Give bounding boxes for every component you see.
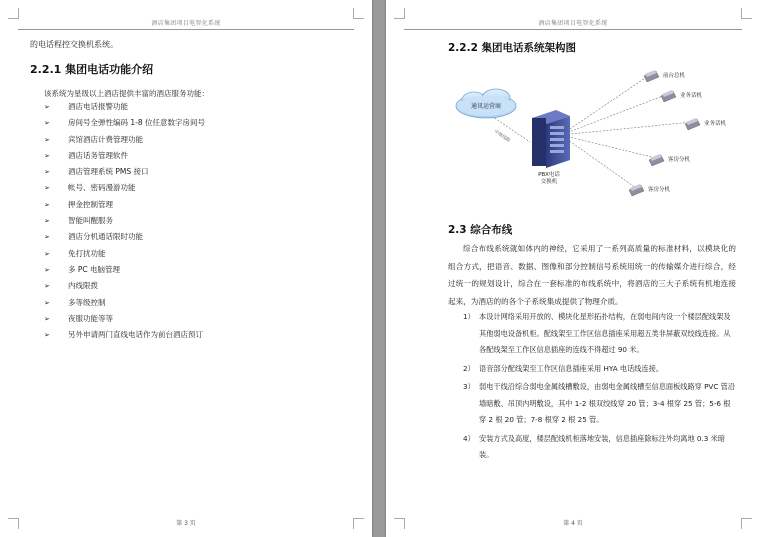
item-text: 弱电干线沿综合弱电金属线槽敷设，由弱电金属线槽至信息面板线路穿 PVC 管沿墙暗敷、吊顶内明敷设，其中 1-2 根双绞线穿 20 管；3-4 根穿 25 管；5-6 根穿 2 根 20 管；7-8 根穿 2 根 25 管。 bbox=[479, 382, 736, 424]
intro-text: 的电话程控交换机系统。 bbox=[30, 40, 118, 49]
cabling-item bbox=[448, 309, 736, 359]
phone-label: 前台总机 bbox=[663, 73, 686, 79]
feature-text: 酒店话务管理软件 bbox=[68, 150, 128, 160]
feature-item bbox=[44, 246, 205, 262]
right-page bbox=[386, 0, 760, 537]
item-number: 3） bbox=[463, 382, 475, 391]
feature-item bbox=[44, 99, 205, 115]
pbx-cabinet bbox=[532, 110, 570, 168]
feature-text: 另外申请两门直线电话作为前台酒店预订 bbox=[68, 330, 203, 340]
carrier-cloud bbox=[456, 89, 516, 118]
cabling-paragraph: 综合布线系统就如体内的神经，它采用了一系列高质量的标准材料，以模块化的组合方式，把语音、数据、图像和部分控制信号系统用统一的传输媒介进行综合，经过统一的规划设计，综合在一套标准的布线系统中，将酒店的三大子系统有机地连接起来，为酒店的的各个子系统集成提供了物理介质。 bbox=[448, 244, 736, 306]
bullet-arrow-icon: ➢ bbox=[44, 298, 50, 307]
pbx-label-2: 交换机 bbox=[540, 179, 558, 185]
page-header: 酒店集团项目电智化系统 bbox=[404, 18, 742, 30]
phone-node bbox=[661, 90, 703, 102]
bullet-arrow-icon: ➢ bbox=[44, 265, 50, 274]
feature-item bbox=[44, 262, 205, 278]
feature-text: 押金控制管理 bbox=[68, 199, 113, 209]
bullet-arrow-icon: ➢ bbox=[44, 184, 50, 193]
lead-text: 该系统为星级以上酒店提供丰富的酒店服务功能： bbox=[44, 89, 209, 98]
page-number: 第 4 页 bbox=[563, 520, 583, 527]
link-lines bbox=[480, 74, 692, 188]
phone-node bbox=[644, 70, 686, 82]
feature-text: 内线限拨 bbox=[68, 281, 98, 291]
cabling-item bbox=[448, 361, 736, 378]
bullet-arrow-icon: ➢ bbox=[44, 119, 50, 128]
feature-list bbox=[44, 99, 205, 343]
phone-label: 业务话机 bbox=[704, 121, 727, 127]
architecture-heading: 2.2.2 集团电话系统架构图 bbox=[448, 42, 577, 54]
feature-text: 酒店分机通话限时功能 bbox=[68, 232, 143, 242]
cabling-heading: 2.3 综合布线 bbox=[448, 224, 513, 236]
feature-text: 酒店电话报警功能 bbox=[68, 102, 128, 111]
feature-text: 帐号、密码漫游功能 bbox=[68, 183, 136, 193]
bullet-arrow-icon: ➢ bbox=[44, 249, 50, 258]
bullet-arrow-icon: ➢ bbox=[44, 217, 50, 226]
feature-item bbox=[44, 132, 205, 148]
cabling-item bbox=[448, 431, 736, 464]
feature-item bbox=[44, 115, 205, 131]
left-page bbox=[0, 0, 372, 537]
cloud-label: 通讯运营商 bbox=[470, 103, 502, 110]
feature-item bbox=[44, 311, 205, 327]
phone-label: 客房分机 bbox=[668, 157, 691, 163]
feature-item bbox=[44, 197, 205, 213]
cabling-list bbox=[448, 309, 736, 466]
bullet-arrow-icon: ➢ bbox=[44, 151, 50, 160]
feature-text: 多 PC 电脑管理 bbox=[68, 264, 121, 274]
phone-label: 客房分机 bbox=[648, 187, 671, 193]
feature-item bbox=[44, 229, 205, 245]
crop-mark bbox=[741, 8, 752, 19]
cabling-item bbox=[448, 379, 736, 429]
item-text: 语音部分配线架至工作区信息插座采用 HYA 电话线连接。 bbox=[479, 363, 664, 373]
feature-item bbox=[44, 164, 205, 180]
bullet-arrow-icon: ➢ bbox=[44, 200, 50, 209]
crop-mark bbox=[353, 8, 364, 19]
bullet-arrow-icon: ➢ bbox=[44, 103, 50, 111]
phone-node bbox=[649, 154, 691, 166]
bullet-arrow-icon: ➢ bbox=[44, 233, 50, 242]
feature-item bbox=[44, 327, 205, 343]
phone-node bbox=[685, 118, 727, 130]
architecture-diagram bbox=[446, 60, 746, 208]
feature-text: 多等级控制 bbox=[68, 297, 106, 307]
feature-item bbox=[44, 148, 205, 164]
phone-label: 业务话机 bbox=[680, 93, 703, 99]
bullet-arrow-icon: ➢ bbox=[44, 331, 50, 340]
bullet-arrow-icon: ➢ bbox=[44, 314, 50, 323]
phone-node bbox=[629, 184, 671, 196]
item-text: 安装方式及高度，楼层配线机柜落地安装，信息插座除标注外均离地 0.3 米暗装。 bbox=[479, 433, 726, 459]
item-text: 本设计网络采用开放的、模块化星形拓扑结构，在弱电间内设一个楼层配线架及其他弱电设备机柜。配线架至工作区信息插座采用超五类非屏蔽双绞线连接。从各配线架至工作区信息插座的连线不得超过 90 米。 bbox=[479, 312, 731, 354]
item-number: 4） bbox=[463, 433, 475, 443]
bullet-arrow-icon: ➢ bbox=[44, 168, 50, 177]
feature-text: 酒店管理系统 PMS 接口 bbox=[68, 167, 149, 177]
pbx-label-1: PBX电话 bbox=[538, 172, 560, 178]
feature-item bbox=[44, 295, 205, 311]
item-number: 2） bbox=[463, 363, 475, 373]
feature-text: 免打扰功能 bbox=[68, 248, 106, 258]
bullet-arrow-icon: ➢ bbox=[44, 282, 50, 291]
feature-item bbox=[44, 278, 205, 294]
page-header: 酒店集团项目电智化系统 bbox=[18, 18, 354, 30]
feature-item bbox=[44, 213, 205, 229]
trunk-label: 中继线路 bbox=[492, 129, 511, 144]
feature-text: 智能叫醒服务 bbox=[68, 216, 113, 226]
feature-item bbox=[44, 180, 205, 196]
bullet-arrow-icon: ➢ bbox=[44, 135, 50, 144]
section-heading: 2.2.1 集团电话功能介绍 bbox=[30, 63, 154, 76]
feature-text: 房间号全弹性编码 1-8 位任意数字房间号 bbox=[68, 118, 206, 128]
feature-text: 宾馆酒店计费管理功能 bbox=[68, 134, 143, 144]
feature-text: 夜服功能等等 bbox=[68, 313, 113, 323]
item-number: 1） bbox=[463, 312, 475, 321]
page-number: 第 3 页 bbox=[176, 520, 196, 527]
